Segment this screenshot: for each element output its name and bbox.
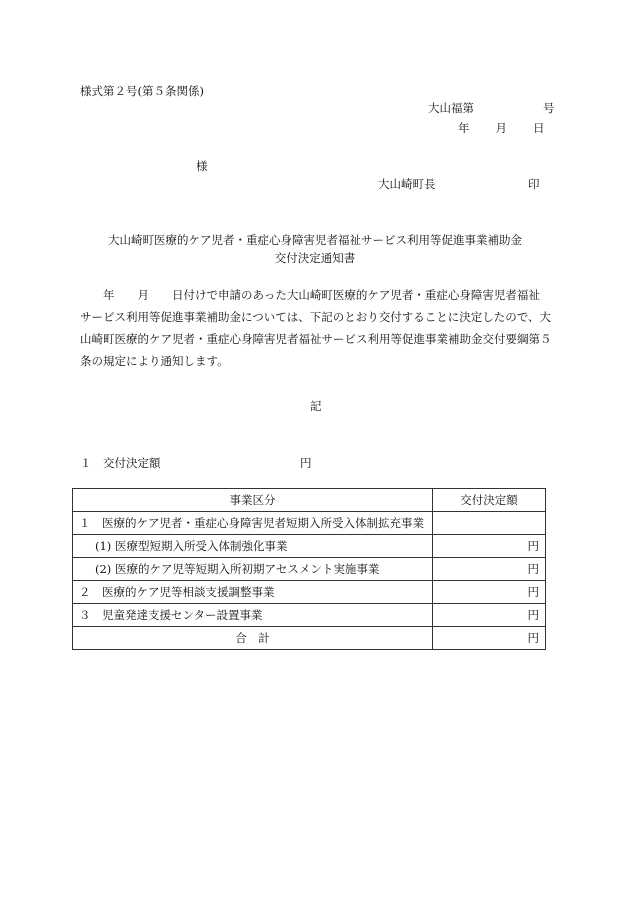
row-label: ２ 医療的ケア児等相談支援調整事業 <box>73 581 433 604</box>
issuer-name: 大山崎町長 <box>378 177 436 191</box>
table-row <box>73 604 546 627</box>
row-label: ３ 児童発達支援センター設置事業 <box>73 604 433 627</box>
body-line: サービス利用等促進事業補助金については、下記のとおり交付することに決定したので、大 <box>80 310 552 324</box>
document-title-line1: 大山崎町医療的ケア児者・重症心身障害児者福祉サービス利用等促進事業補助金 <box>108 233 522 247</box>
total-amount: 円 <box>433 627 546 650</box>
row-amount: 円 <box>433 604 546 627</box>
body-paragraph <box>80 284 554 372</box>
row-label: (2) 医療的ケア児等短期入所初期アセスメント実施事業 <box>73 558 433 581</box>
table-row <box>73 512 546 535</box>
header-amount: 交付決定額 <box>433 489 546 512</box>
seal-mark: 印 <box>528 177 540 191</box>
row-amount: 円 <box>433 581 546 604</box>
row-amount: 円 <box>433 558 546 581</box>
body-line: 年 月 日付けで申請のあった大山崎町医療的ケア児者・重症心身障害児者福祉 <box>80 288 540 302</box>
table-row <box>73 558 546 581</box>
table-row <box>73 581 546 604</box>
row-amount <box>433 512 546 535</box>
recipient-honorific: 様 <box>196 159 208 173</box>
document-number: 大山福第 号 <box>428 101 555 115</box>
row-label: (1) 医療型短期入所受入体制強化事業 <box>73 535 433 558</box>
form-label: 様式第２号(第５条関係) <box>80 84 204 98</box>
header-category: 事業区分 <box>73 489 433 512</box>
body-line: 山崎町医療的ケア児者・重症心身障害児者福祉サービス利用等促進事業補助金交付要綱第５ <box>80 332 552 346</box>
document-date: 年 月 日 <box>458 121 546 135</box>
document-title-line2: 交付決定通知書 <box>274 251 356 265</box>
row-amount: 円 <box>433 535 546 558</box>
body-line: 条の規定により通知します。 <box>80 354 229 368</box>
table-row <box>73 535 546 558</box>
total-label: 合 計 <box>73 627 433 650</box>
row-label: １ 医療的ケア児者・重症心身障害児者短期入所受入体制拡充事業 <box>73 512 433 535</box>
section1-unit: 円 <box>300 456 312 470</box>
table-header-row <box>73 489 546 512</box>
subsidy-table <box>72 488 546 650</box>
table-total-row <box>73 627 546 650</box>
section1-label: １ 交付決定額 <box>80 456 161 470</box>
ki-heading: 記 <box>310 399 322 413</box>
